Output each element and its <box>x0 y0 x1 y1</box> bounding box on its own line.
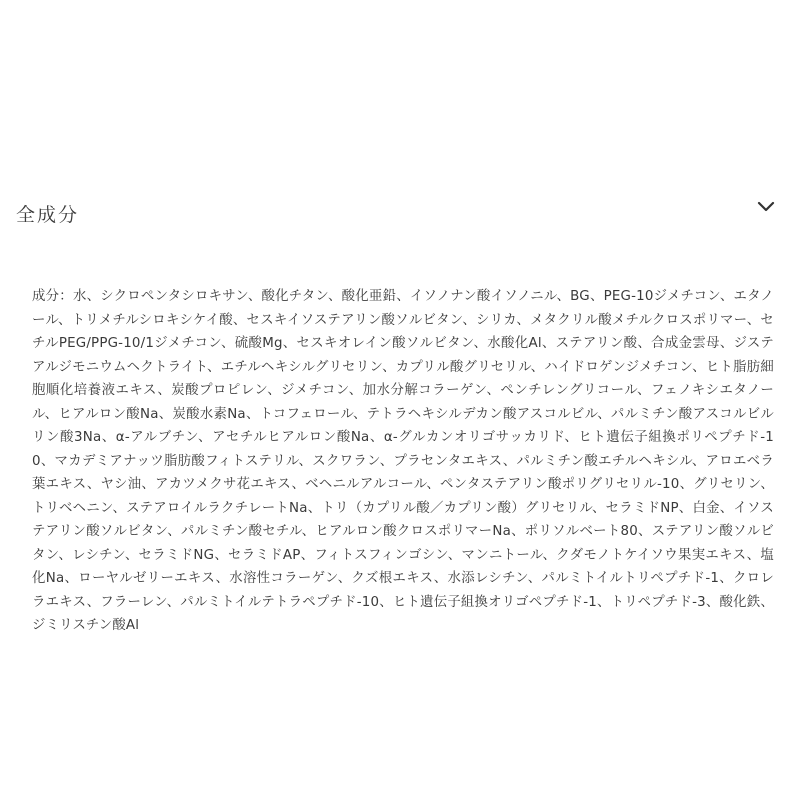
chevron-down-icon[interactable] <box>755 196 777 218</box>
ingredients-list: 成分：水、シクロペンタシロキサン、酸化チタン、酸化亜鉛、イソノナン酸イソノニル、BG、PEG-10ジメチコン、エタノール、トリメチルシロキシケイ酸、セスキイソステアリン酸ソルビタン、シリカ、メタクリル酸メチルクロスポリマー、セチルPEG/PPG-10/1ジメチコン、硫酸Mg、セスキオレイン酸ソルビタン、水酸化Al、ステアリン酸、合成金雲母、ジステアルジモニウムヘクトライト、エチルヘキシルグリセリン、カプリル酸グリセリル、ハイドロゲンジメチコン、ヒト脂肪細胞順化培養液エキス、炭酸プロピレン、ジメチコン、加水分解コラーゲン、ペンチレングリコール、フェノキシエタノール、ヒアルロン酸Na、炭酸水素Na、トコフェロール、テトラヘキシルデカン酸アスコルビル、パルミチン酸アスコルビルリン酸3Na、α-アルブチン、アセチルヒアルロン酸Na、α-グルカンオリゴサッカリド、ヒト遺伝子組換ポリペプチド-10、マカデミアナッツ脂肪酸フィトステリル、スクワラン、プラセンタエキス、パルミチン酸エチルヘキシル、アロエベラ葉エキス、ヤシ油、アカツメクサ花エキス、ベヘニルアルコール、ペンタステアリン酸ポリグリセリル-10、グリセリン、トリベヘニン、ステアロイルラクチレートNa、トリ（カプリル酸／カプリン酸）グリセリル、セラミドNP、白金、イソステアリン酸ソルビタン、パルミチン酸セチル、ヒアルロン酸クロスポリマーNa、ポリソルベート80、ステアリン酸ソルビタン、レシチン、セラミドNG、セラミドAP、フィトスフィンゴシン、マンニトール、クダモノトケイソウ果実エキス、塩化Na、ローヤルゼリーエキス、水溶性コラーゲン、クズ根エキス、水添レシチン、パルミトイルトリペプチド-1、クロレラエキス、フラーレン、パルミトイルテトラペプチド-10、ヒト遺伝子組換オリゴペプチド-1、トリペプチド-3、酸化鉄、ジミリスチン酸Al <box>32 289 774 633</box>
ingredients-accordion-header[interactable] <box>0 190 800 234</box>
section-title: 全成分 <box>16 204 80 226</box>
